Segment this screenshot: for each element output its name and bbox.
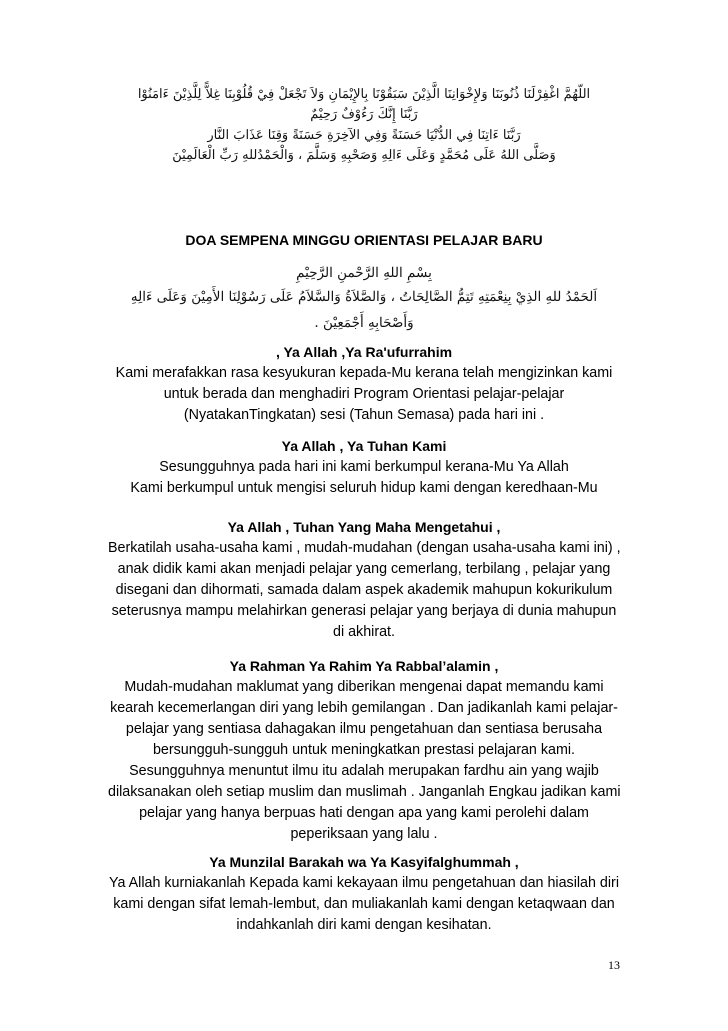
section-5 [108, 851, 620, 936]
section-heading: Ya Rahman Ya Rahim Ya Rabbal’alamin , [229, 658, 499, 674]
section-line: indahkanlah diri kami dengan kesihatan. [236, 917, 492, 933]
section-line: Ya Allah kurniakanlah Kepada kami kekayaan ilmu pengetahuan dan hiasilah diri [109, 875, 619, 891]
section-line: Sesungguhnya pada hari ini kami berkumpul kerana-Mu Ya Allah [159, 459, 569, 475]
arabic-prayer-line-1: اللّهُمَّ اغْفِرْلَنَا ذُنُوبَنَا وَلإِخْوَانِنَا الَّذِيْنَ سَبَقُوْنَا بِالإِيْمَانِ وَلاَ تَجْعَلْ فِيْ قُلُوْبِنَا غِلاًّ لِلَّذِيْنَ ءَامَنُوْا [137, 87, 591, 102]
section-heading: Ya Munzilal Barakah wa Ya Kasyifalghummah , [209, 854, 519, 870]
section-line: anak didik kami akan menjadi pelajar yang cemerlang, terbilang , pelajar yang [117, 561, 611, 577]
section-line: (NyatakanTingkatan) sesi (Tahun Semasa) pada hari ini . [183, 407, 545, 423]
section-4 [108, 655, 620, 845]
section-line: seterusnya mampu melahirkan generasi pelajar yang berjaya di dunia mahupun [111, 603, 617, 619]
section-line: pelajar yang hanya berpuas hati dengan apa yang kami perolehi dalam [139, 805, 589, 821]
section-line: disegani dan dihormati, samada dalam aspek akademik mahupun kokurikulum [115, 582, 613, 598]
section-line: peperiksaan yang lalu . [290, 826, 438, 842]
section-line: kearah kecemerlangan diri yang lebih gemilangan . Dan jadikanlah kami pelajar- [110, 700, 618, 716]
section-line: Berkatilah usaha-usaha kami , mudah-mudahan (dengan usaha-usaha kami ini) , [108, 540, 621, 556]
arabic-basmalah: بِسْمِ اللهِ الرَّحْمنِ الرَّحِيْمِ [296, 265, 432, 281]
section-heading: Ya Allah , Ya Tuhan Kami [281, 438, 447, 454]
section-heading: Ya Allah , Tuhan Yang Maha Mengetahui , [227, 519, 501, 535]
arabic-prayer-line-2: رَبَّنَا إِنَّكَ رَءُوْفٌ رَحِيْمٌ [310, 107, 418, 122]
section-line: di akhirat. [333, 624, 395, 640]
section-line: pelajar yang sentiasa dahagakan ilmu pengetahuan dan sentiasa berusaha [125, 721, 603, 737]
section-line: Kami merafakkan rasa kesyukuran kepada-Mu kerana telah mengizinkan kami [115, 365, 613, 381]
section-line: Kami berkumpul untuk mengisi seluruh hidup kami dengan keredhaan-Mu [130, 480, 598, 496]
page-title: DOA SEMPENA MINGGU ORIENTASI PELAJAR BARU [185, 232, 543, 248]
arabic-opening-line-2: وَأَصْحَابِهِ أَجْمَعِيْنَ . [314, 315, 414, 331]
page-number: 13 [608, 958, 620, 972]
section-heading: , Ya Allah ,Ya Ra'ufurrahim [275, 344, 453, 360]
section-3 [108, 516, 620, 643]
section-line: Sesungguhnya menuntut ilmu itu adalah merupakan fardhu ain yang wajib [129, 763, 599, 779]
section-1 [108, 341, 620, 426]
section-line: untuk berada dan menghadiri Program Orientasi pelajar-pelajar [163, 386, 565, 402]
section-line: Mudah-mudahan maklumat yang diberikan mengenai dapat memandu kami [124, 679, 604, 695]
section-line: dilaksanakan oleh setiap muslim dan muslimah . Janganlah Engkau jadikan kami [108, 784, 621, 800]
section-2 [108, 435, 620, 499]
section-line: kami dengan sifat lemah-lembut, dan muliakanlah kami dengan ketaqwaan dan [113, 896, 615, 912]
arabic-opening-line-1: اَلحَمْدُ للهِ الذِيْ بِنِعْمَتِهِ تَتِمُّ الصَّالِحَاتُ ، وَالصَّلاَةُ وَالسَّلاَمُ عَلَى رَسُوْلِنَا الأَمِيْنَ وَعَلَى ءَالِهِ [130, 289, 598, 305]
arabic-prayer-line-3: رَبَّنَا ءَاتِنَا فِي الدُّنْيَا حَسَنَةً وَفِي الآخِرَةِ حَسَنَةً وَقِنَا عَذَابَ النَّار [207, 128, 521, 143]
arabic-prayer-line-4: وَصَلَّى اللهُ عَلَى مُحَمَّدٍ وَعَلَى ءَالِهِ وَصَحْبِهِ وَسَلَّمَ ، وَالْحَمْدُللهِ رَبِّ الْعَالَمِيْنَ [172, 148, 556, 163]
section-line: bersungguh-sungguh untuk meningkatkan prestasi pelajaran kami. [152, 742, 576, 758]
